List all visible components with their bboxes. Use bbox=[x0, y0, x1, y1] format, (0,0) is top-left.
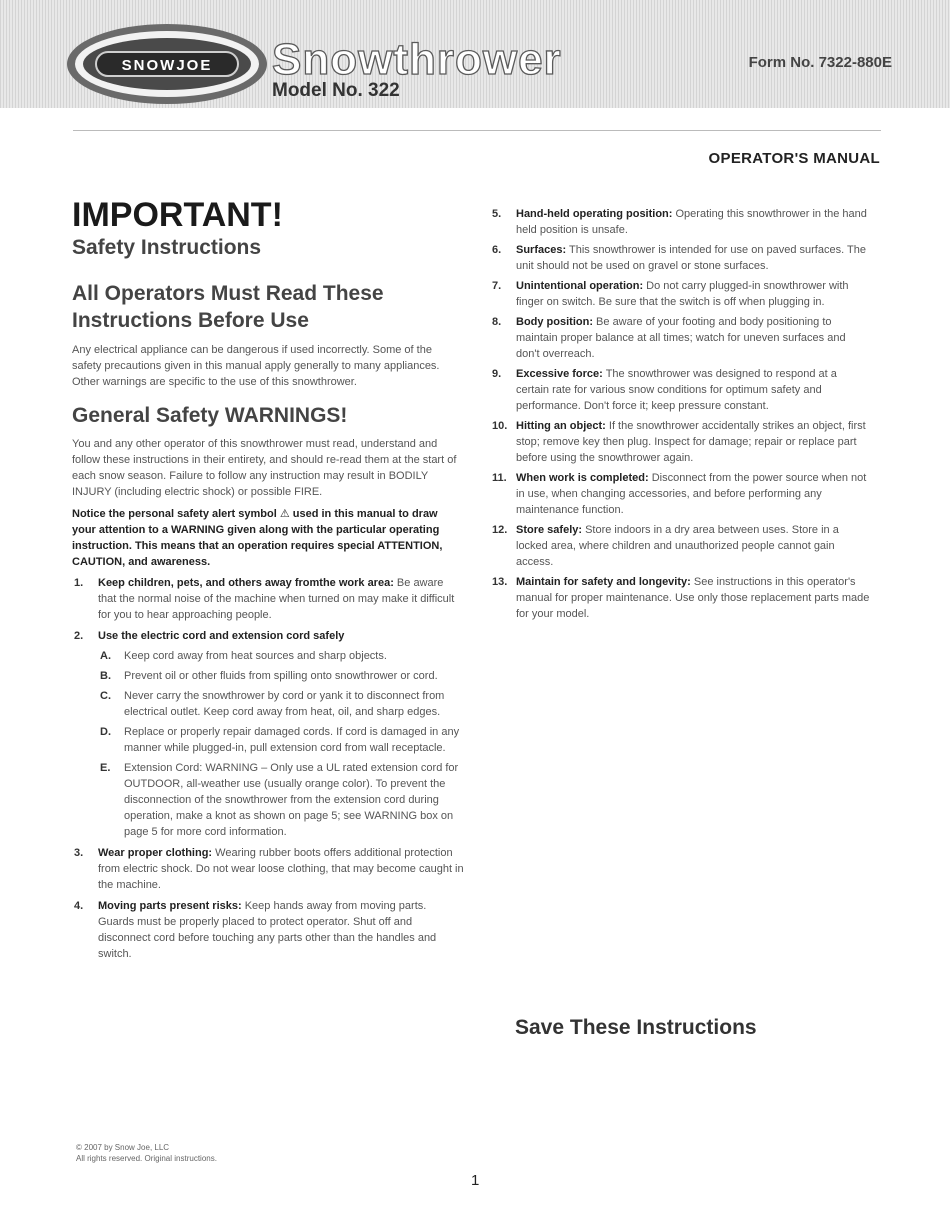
left-column bbox=[72, 198, 464, 962]
list-item bbox=[72, 898, 464, 962]
item-number: 5. bbox=[492, 208, 502, 220]
right-column bbox=[490, 202, 870, 622]
sub-item-letter: E. bbox=[100, 762, 111, 774]
product-title: Snowthrower bbox=[272, 35, 562, 84]
list-item bbox=[72, 845, 464, 893]
sub-item-text: Extension Cord: WARNING – Only use a UL rated extension cord for OUTDOOR, all-weather use (usually orange color). To prevent the disconnection of the snowthrower from the extension cord during operation, make a knot as shown on page 5; see WARNING box on page 5 for more cord information. bbox=[124, 762, 459, 838]
sub-item-letter: D. bbox=[100, 726, 111, 738]
item-text: Be aware of your footing and body positioning to maintain proper balance at all times; watch for uneven surfaces and don't overreach. bbox=[516, 316, 846, 360]
sub-item bbox=[98, 724, 464, 756]
item-text: See instructions in this operator's manual for proper maintenance. Use only those replacement parts made for your model. bbox=[516, 576, 870, 620]
list-item bbox=[490, 522, 870, 570]
item-text: Operating this snowthrower in the hand held position is unsafe. bbox=[516, 208, 867, 236]
item-lead: Use the electric cord and extension cord safely bbox=[98, 630, 345, 642]
sub-item-letter: A. bbox=[100, 650, 111, 662]
list-item bbox=[490, 206, 870, 238]
sub-item bbox=[98, 688, 464, 720]
model-number: Model No. 322 bbox=[272, 80, 400, 101]
page-number: 1 bbox=[471, 1172, 480, 1189]
safety-instructions-heading: Safety Instructions bbox=[72, 236, 262, 259]
item-text: The snowthrower was designed to respond at a certain rate for various snow conditions for optimum safety and performance. Don't force it; keep pressure constant. bbox=[516, 368, 837, 412]
copyright bbox=[76, 1142, 217, 1164]
item-number: 3. bbox=[74, 847, 84, 859]
item-lead: Maintain for safety and longevity: bbox=[516, 576, 691, 588]
list-item bbox=[72, 628, 464, 840]
item-text: Wearing rubber boots offers additional protection from electric shock. Do not wear loose clothing, that may become caught in the machine. bbox=[98, 847, 464, 891]
sub-item-text: Never carry the snowthrower by cord or yank it to disconnect from electrical outlet. Keep cord away from heat, oil, and sharp edges. bbox=[124, 690, 445, 718]
item-number: 11. bbox=[492, 472, 507, 484]
item-text: Disconnect from the power source when not in use, when changing accessories, and before performing any maintenance function. bbox=[516, 472, 867, 516]
list-item bbox=[490, 470, 870, 518]
item-lead: Excessive force: bbox=[516, 368, 603, 380]
item-number: 7. bbox=[492, 280, 502, 292]
sub-item-letter: B. bbox=[100, 670, 111, 682]
item-lead: Body position: bbox=[516, 316, 593, 328]
general-warnings-heading: General Safety WARNINGS! bbox=[72, 404, 348, 427]
notice-paragraph: Notice the personal safety alert symbol ⚠ used in this manual to draw your attention to a WARNING given along with the particular operating instruction. This means that an operation requires special ATTENTION, CAUTION, and awareness. bbox=[72, 508, 443, 568]
general-paragraph: You and any other operator of this snowthrower must read, understand and follow these instructions in their entirety, and should re-read them at the start of each snow season. Failure to follow any instruction may result in BODILY INJURY (including electric shock) or possible FIRE. bbox=[72, 438, 457, 498]
list-item bbox=[490, 242, 870, 274]
list-item bbox=[490, 314, 870, 362]
item-lead: Store safely: bbox=[516, 524, 583, 536]
item-lead: Hand-held operating position: bbox=[516, 208, 673, 220]
item-number: 9. bbox=[492, 368, 502, 380]
manual-label: OPERATOR'S MANUAL bbox=[708, 150, 880, 167]
sub-item-text: Keep cord away from heat sources and sharp objects. bbox=[124, 650, 387, 662]
copyright-line: © 2007 by Snow Joe, LLC bbox=[76, 1143, 170, 1152]
sub-item bbox=[98, 760, 464, 840]
item-lead: Surfaces: bbox=[516, 244, 567, 256]
important-heading: IMPORTANT! bbox=[72, 196, 283, 234]
list-item bbox=[490, 366, 870, 414]
item-number: 6. bbox=[492, 244, 502, 256]
item-number: 1. bbox=[74, 577, 84, 589]
item-text: Store indoors in a dry area between uses. Store in a locked area, where children and unauthorized people cannot gain access. bbox=[516, 524, 839, 568]
item-number: 4. bbox=[74, 900, 84, 912]
item-lead: Moving parts present risks: bbox=[98, 900, 242, 912]
all-operators-heading: All Operators Must Read These Instructions Before Use bbox=[72, 282, 384, 332]
list-item bbox=[490, 574, 870, 622]
item-lead: Unintentional operation: bbox=[516, 280, 644, 292]
item-text: Do not carry plugged-in snowthrower with finger on switch. Be sure that the switch is off when plugging in. bbox=[516, 280, 849, 308]
item-number: 13. bbox=[492, 576, 508, 588]
form-number: Form No. 7322-880E bbox=[748, 54, 892, 71]
sub-item-text: Replace or properly repair damaged cords. If cord is damaged in any manner while plugged-in, pull extension cord from wall receptacle. bbox=[124, 726, 460, 754]
sub-item-letter: C. bbox=[100, 690, 111, 702]
list-item bbox=[490, 418, 870, 466]
item-lead: Wear proper clothing: bbox=[98, 847, 213, 859]
item-text: If the snowthrower accidentally strikes an object, first stop; remove key then plug. Inspect for damage; repair or replace part before using the snowthrower again. bbox=[516, 420, 866, 464]
rights-line: All rights reserved. Original instructions. bbox=[76, 1154, 217, 1163]
item-lead: Hitting an object: bbox=[516, 420, 606, 432]
item-text: Be aware that the normal noise of the machine when turned on may make it difficult for you to hear approaching people. bbox=[98, 577, 455, 621]
header-rule bbox=[73, 130, 881, 131]
item-lead: Keep children, pets, and others away fromthe work area: bbox=[98, 577, 394, 589]
item-number: 2. bbox=[74, 630, 84, 642]
item-number: 8. bbox=[492, 316, 502, 328]
item-number: 12. bbox=[492, 524, 508, 536]
sub-item-text: Prevent oil or other fluids from spilling onto snowthrower or cord. bbox=[124, 670, 438, 682]
item-lead: When work is completed: bbox=[516, 472, 649, 484]
list-item bbox=[490, 278, 870, 310]
snowjoe-logo bbox=[62, 18, 272, 110]
item-number: 10. bbox=[492, 420, 508, 432]
brand-text: SNOWJOE bbox=[121, 57, 213, 74]
save-instructions-heading: Save These Instructions bbox=[515, 1016, 757, 1039]
intro-paragraph: Any electrical appliance can be dangerous if used incorrectly. Some of the safety precautions given in this manual apply generally to many appliances. Other warnings are specific to the use of this snowthrower. bbox=[72, 344, 440, 388]
sub-item bbox=[98, 668, 464, 684]
item-text: Keep hands away from moving parts. Guards must be properly placed to protect operator. Shut off and disconnect cord before touching any parts other than the handles and switch. bbox=[98, 900, 437, 960]
list-item bbox=[72, 575, 464, 623]
sub-item bbox=[98, 648, 464, 664]
item-text: This snowthrower is intended for use on paved surfaces. The unit should not be used on gravel or stone surfaces. bbox=[516, 244, 866, 272]
